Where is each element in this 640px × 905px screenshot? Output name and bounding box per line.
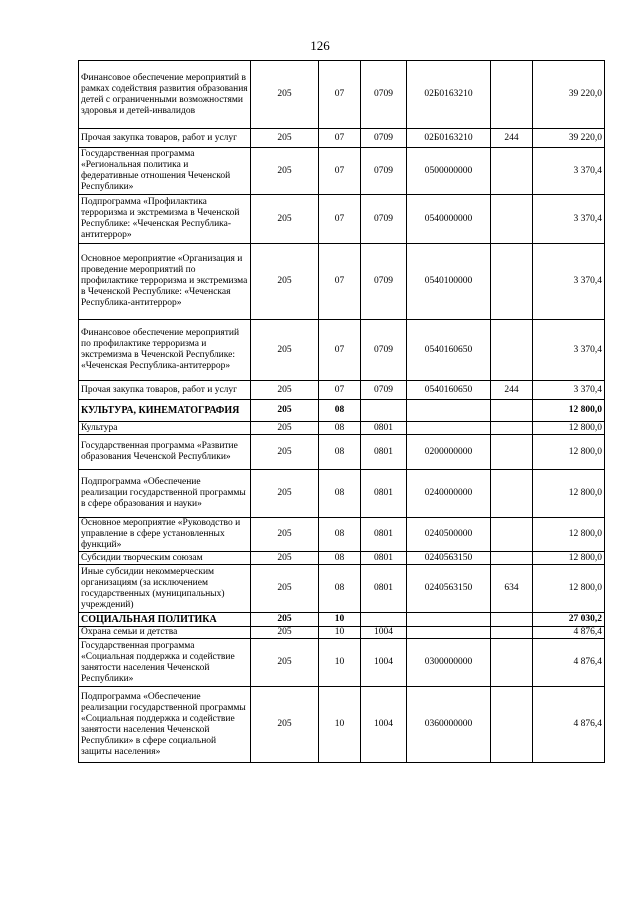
row-section-code: 07 [319, 320, 361, 381]
row-subsection-code: 0709 [361, 148, 407, 195]
row-section-code: 08 [319, 422, 361, 435]
row-amount: 12 800,0 [533, 470, 605, 518]
row-ved-code: 205 [251, 435, 319, 470]
row-target-article: 02Б0163210 [407, 61, 491, 129]
row-target-article: 0300000000 [407, 639, 491, 687]
row-expense-type [491, 422, 533, 435]
row-expense-type: 244 [491, 129, 533, 148]
row-target-article: 0540160650 [407, 381, 491, 400]
row-expense-type [491, 627, 533, 639]
row-target-article: 0500000000 [407, 148, 491, 195]
row-amount: 12 800,0 [533, 435, 605, 470]
row-target-article: 02Б0163210 [407, 129, 491, 148]
row-name: Культура [79, 422, 251, 435]
row-section-code: 10 [319, 613, 361, 627]
row-target-article: 0540100000 [407, 244, 491, 320]
row-ved-code: 205 [251, 565, 319, 613]
row-name: Государственная программа «Развитие образования Чеченской Республики» [79, 435, 251, 470]
row-name: Финансовое обеспечение мероприятий в рамках содействия развития образования детей с ограниченными возможностями здоровья и детей-инвалидов [79, 61, 251, 129]
row-amount: 3 370,4 [533, 381, 605, 400]
row-target-article [407, 400, 491, 422]
row-name: Прочая закупка товаров, работ и услуг [79, 129, 251, 148]
row-amount: 12 800,0 [533, 422, 605, 435]
row-ved-code: 205 [251, 244, 319, 320]
row-name: Основное мероприятие «Руководство и управление в сфере установленных функций» [79, 518, 251, 552]
row-subsection-code: 0801 [361, 565, 407, 613]
row-section-code: 07 [319, 381, 361, 400]
table-row [79, 639, 605, 687]
row-amount: 3 370,4 [533, 195, 605, 244]
table-row [79, 400, 605, 422]
row-ved-code: 205 [251, 148, 319, 195]
row-subsection-code: 0709 [361, 381, 407, 400]
row-subsection-code: 0801 [361, 422, 407, 435]
row-section-code: 07 [319, 148, 361, 195]
row-subsection-code: 0801 [361, 470, 407, 518]
row-section-code: 10 [319, 687, 361, 763]
row-section-code: 08 [319, 518, 361, 552]
row-expense-type: 244 [491, 381, 533, 400]
row-amount: 12 800,0 [533, 565, 605, 613]
row-ved-code: 205 [251, 518, 319, 552]
row-ved-code: 205 [251, 195, 319, 244]
row-expense-type [491, 613, 533, 627]
row-section-code: 08 [319, 552, 361, 565]
row-name: КУЛЬТУРА, КИНЕМАТОГРАФИЯ [79, 400, 251, 422]
row-target-article [407, 613, 491, 627]
row-expense-type [491, 687, 533, 763]
table-row [79, 320, 605, 381]
row-subsection-code: 0801 [361, 518, 407, 552]
row-name: Государственная программа «Социальная поддержка и содействие занятости населения Чеченской Республики» [79, 639, 251, 687]
row-name: СОЦИАЛЬНАЯ ПОЛИТИКА [79, 613, 251, 627]
row-name: Государственная программа «Региональная политика и федеративные отношения Чеченской Республики» [79, 148, 251, 195]
row-section-code: 08 [319, 565, 361, 613]
table-row [79, 565, 605, 613]
table-row [79, 470, 605, 518]
row-subsection-code: 0709 [361, 129, 407, 148]
row-name: Основное мероприятие «Организация и проведение мероприятий по профилактике терроризма и экстремизма в Чеченской Республике: «Чеченская Республика-антитеррор» [79, 244, 251, 320]
table-row [79, 435, 605, 470]
row-subsection-code [361, 400, 407, 422]
row-amount: 39 220,0 [533, 129, 605, 148]
row-amount: 39 220,0 [533, 61, 605, 129]
row-subsection-code: 1004 [361, 639, 407, 687]
row-amount: 3 370,4 [533, 320, 605, 381]
row-amount: 12 800,0 [533, 552, 605, 565]
row-ved-code: 205 [251, 422, 319, 435]
row-expense-type [491, 552, 533, 565]
row-expense-type [491, 148, 533, 195]
row-ved-code: 205 [251, 687, 319, 763]
row-subsection-code: 0801 [361, 435, 407, 470]
row-section-code: 08 [319, 470, 361, 518]
row-target-article: 0240563150 [407, 565, 491, 613]
row-section-code: 08 [319, 400, 361, 422]
row-target-article: 0240000000 [407, 470, 491, 518]
row-target-article: 0540160650 [407, 320, 491, 381]
row-subsection-code: 0709 [361, 244, 407, 320]
row-ved-code: 205 [251, 129, 319, 148]
row-name: Подпрограмма «Обеспечение реализации государственной программы в сфере образования и науки» [79, 470, 251, 518]
row-subsection-code: 1004 [361, 627, 407, 639]
row-ved-code: 205 [251, 613, 319, 627]
row-ved-code: 205 [251, 61, 319, 129]
row-amount: 12 800,0 [533, 400, 605, 422]
table-row [79, 518, 605, 552]
row-section-code: 08 [319, 435, 361, 470]
row-amount: 4 876,4 [533, 627, 605, 639]
row-section-code: 07 [319, 129, 361, 148]
row-expense-type [491, 470, 533, 518]
row-expense-type [491, 400, 533, 422]
table-row [79, 148, 605, 195]
row-section-code: 07 [319, 195, 361, 244]
row-subsection-code: 0709 [361, 195, 407, 244]
row-amount: 27 030,2 [533, 613, 605, 627]
table-row [79, 244, 605, 320]
row-ved-code: 205 [251, 470, 319, 518]
row-expense-type: 634 [491, 565, 533, 613]
row-name: Иные субсидии некоммерческим организациям (за исключением государственных (муниципальных) учреждений) [79, 565, 251, 613]
row-target-article: 0540000000 [407, 195, 491, 244]
table-row [79, 129, 605, 148]
row-name: Финансовое обеспечение мероприятий по профилактике терроризма и экстремизма в Чеченской Республике: «Чеченская Республика-антитеррор» [79, 320, 251, 381]
row-expense-type [491, 195, 533, 244]
row-amount: 4 876,4 [533, 639, 605, 687]
row-section-code: 07 [319, 61, 361, 129]
row-ved-code: 205 [251, 552, 319, 565]
table-row [79, 381, 605, 400]
row-expense-type [491, 320, 533, 381]
row-subsection-code [361, 613, 407, 627]
row-name: Подпрограмма «Обеспечение реализации государственной программы «Социальная поддержка и содействие занятости населения Чеченской Республики» в сфере социальной защиты населения» [79, 687, 251, 763]
row-target-article [407, 627, 491, 639]
row-target-article: 0240500000 [407, 518, 491, 552]
row-target-article: 0360000000 [407, 687, 491, 763]
table-row [79, 552, 605, 565]
row-subsection-code: 0709 [361, 61, 407, 129]
row-name: Субсидии творческим союзам [79, 552, 251, 565]
row-amount: 12 800,0 [533, 518, 605, 552]
table-row [79, 61, 605, 129]
page-number: 126 [310, 38, 330, 53]
row-expense-type [491, 61, 533, 129]
row-expense-type [491, 639, 533, 687]
table-row [79, 687, 605, 763]
table-row [79, 627, 605, 639]
row-subsection-code: 0801 [361, 552, 407, 565]
row-target-article: 0200000000 [407, 435, 491, 470]
row-section-code: 10 [319, 639, 361, 687]
row-name: Подпрограмма «Профилактика терроризма и экстремизма в Чеченской Республике: «Чеченская Республика-антитеррор» [79, 195, 251, 244]
row-section-code: 07 [319, 244, 361, 320]
row-name: Прочая закупка товаров, работ и услуг [79, 381, 251, 400]
table-row [79, 613, 605, 627]
row-subsection-code: 0709 [361, 320, 407, 381]
table-row [79, 195, 605, 244]
row-ved-code: 205 [251, 627, 319, 639]
row-target-article [407, 422, 491, 435]
row-ved-code: 205 [251, 400, 319, 422]
row-ved-code: 205 [251, 381, 319, 400]
row-amount: 3 370,4 [533, 244, 605, 320]
row-expense-type [491, 244, 533, 320]
row-expense-type [491, 435, 533, 470]
row-target-article: 0240563150 [407, 552, 491, 565]
budget-table [78, 60, 605, 763]
row-ved-code: 205 [251, 639, 319, 687]
row-amount: 4 876,4 [533, 687, 605, 763]
row-name: Охрана семьи и детства [79, 627, 251, 639]
table-row [79, 422, 605, 435]
row-subsection-code: 1004 [361, 687, 407, 763]
row-ved-code: 205 [251, 320, 319, 381]
row-expense-type [491, 518, 533, 552]
row-amount: 3 370,4 [533, 148, 605, 195]
row-section-code: 10 [319, 627, 361, 639]
